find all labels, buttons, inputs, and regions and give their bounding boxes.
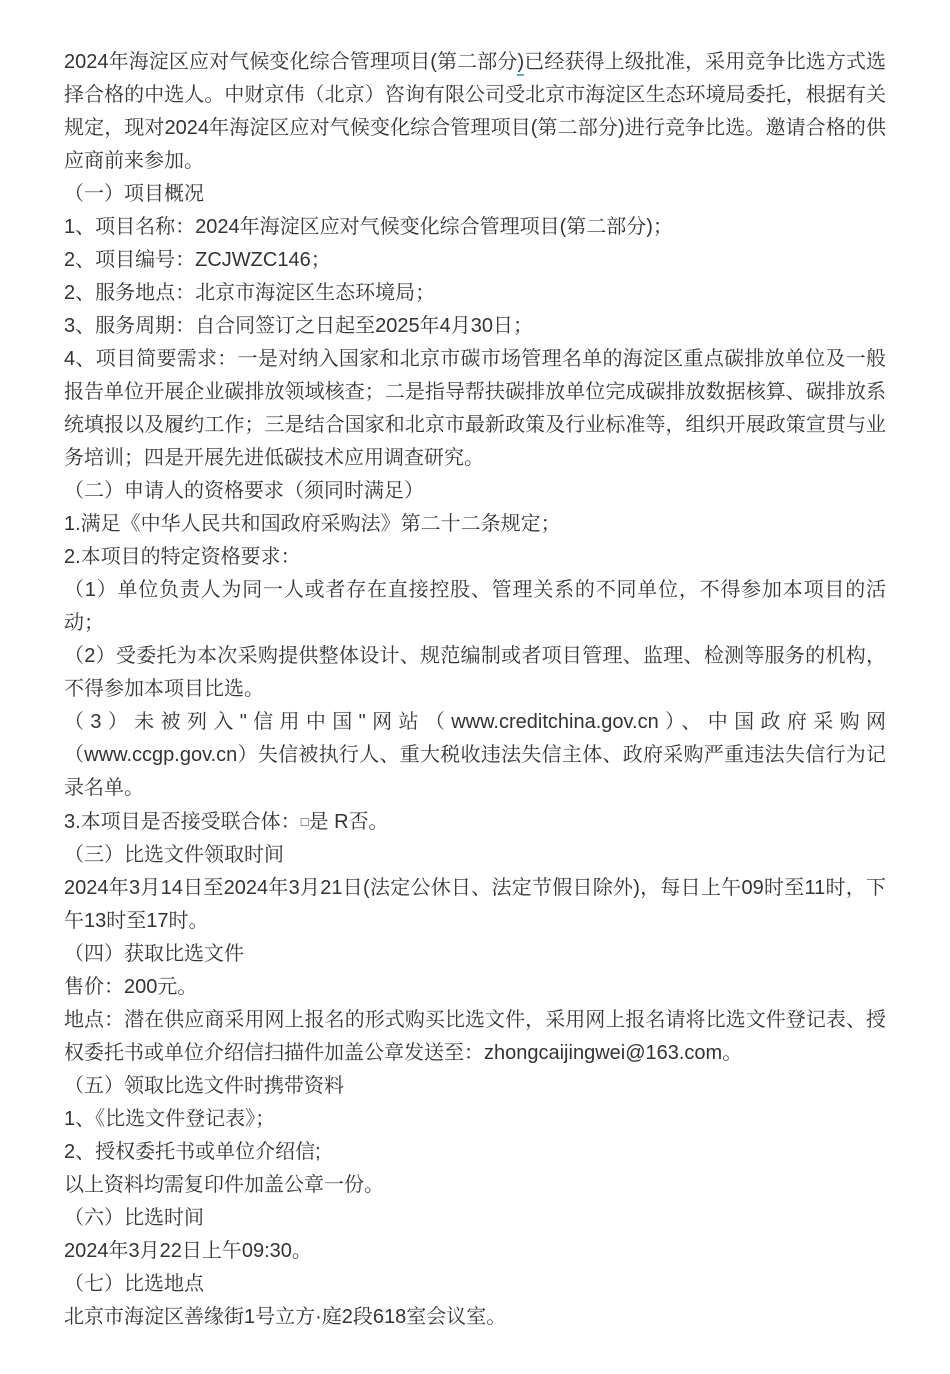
text-run: 2024年3月14日至2024年3月21日(法定公休日、法定节假日除外)，每日上午09时至11时，下午13时至17时。: [64, 877, 886, 932]
text-run: （1）单位负责人为同一人或者存在直接控股、管理关系的不同单位，不得参加本项目的活动；: [64, 579, 886, 634]
text-run: （二）申请人的资格要求（须同时满足）: [64, 480, 424, 502]
text-run: 1、《比选文件登记表》；: [64, 1108, 276, 1130]
consortium-item: [64, 805, 886, 839]
text-run: 2.本项目的特定资格要求：: [64, 546, 301, 568]
text-run: 3.本项目是否接受联合体：: [64, 811, 301, 833]
text-run: 4、项目简要需求：一是对纳入国家和北京市碳市场管理名单的海淀区重点碳排放单位及一般报告单位开展企业碳排放领域核查；二是指导帮扶碳排放单位完成碳排放数据核算、碳排放系统填报以及履约工作；三是结合国家和北京市最新政策及行业标准等，组织开展政策宣贯与业务培训；四是开展先进低碳技术应用调查研究。: [64, 348, 886, 469]
qualification-sub-3: [64, 706, 886, 805]
qualification-item-1: [64, 508, 886, 541]
text-run: 2024年海淀区应对气候变化综合管理项目(第二部分: [64, 51, 518, 73]
text-run: 2024年3月22日上午09:30。: [64, 1240, 312, 1262]
text-run: （一）项目概况: [64, 183, 204, 205]
qualification-item-2: [64, 541, 886, 574]
text-run: 北京市海淀区善缘街1号立方·庭2段618室会议室。: [64, 1306, 507, 1328]
section-4-heading: [64, 938, 886, 971]
text-run: （七）比选地点: [64, 1273, 204, 1295]
text-run: （三）比选文件领取时间: [64, 844, 284, 866]
comparison-location: [64, 1301, 886, 1334]
text-run: 2、授权委托书或单位介绍信;: [64, 1141, 321, 1163]
text-run: 1.满足《中华人民共和国政府采购法》第二十二条规定；: [64, 513, 561, 535]
comparison-time: [64, 1235, 886, 1268]
text-run: 地点：潜在供应商采用网上报名的形式购买比选文件，采用网上报名请将比选文件登记表、授权委托书或单位介绍信扫描件加盖公章发送至：zhongcaijingwei@163.com。: [64, 1009, 886, 1064]
service-location-item: [64, 277, 886, 310]
text-run: （3）未被列入"信用中国"网站（www.creditchina.gov.cn）、中国政府采购网（www.ccgp.gov.cn）失信被执行人、重大税收违法失信主体、政府采购严重违法失信行为记录名单。: [64, 711, 886, 799]
text-run: 是 R否。: [308, 811, 389, 833]
price-line: [64, 971, 886, 1004]
section-3-heading: [64, 839, 886, 872]
material-note: [64, 1169, 886, 1202]
section-7-heading: [64, 1268, 886, 1301]
project-number-item: [64, 244, 886, 277]
project-requirements-item: [64, 343, 886, 475]
proofing-underline-mark: ): [517, 51, 524, 76]
text-run: 2、项目编号：ZCJWZC146；: [64, 249, 331, 271]
section-5-heading: [64, 1070, 886, 1103]
section-1-heading: [64, 178, 886, 211]
intro-paragraph: [64, 46, 886, 178]
checkbox-icon: □: [300, 814, 309, 829]
qualification-sub-1: [64, 574, 886, 640]
text-run: （2）受委托为本次采购提供整体设计、规范编制或者项目管理、监理、检测等服务的机构，不得参加本项目比选。: [64, 645, 886, 700]
text-run: （五）领取比选文件时携带资料: [64, 1075, 344, 1097]
qualification-sub-2: [64, 640, 886, 706]
section-6-heading: [64, 1202, 886, 1235]
section-2-heading: [64, 475, 886, 508]
text-run: 2、服务地点：北京市海淀区生态环境局；: [64, 282, 436, 304]
location-line: [64, 1004, 886, 1070]
service-period-item: [64, 310, 886, 343]
material-item-2: [64, 1136, 886, 1169]
text-run: 已经获得上级批准，采用竞争比选方式选择合格的中选人。中财京伟（北京）咨询有限公司受北京市海淀区生态环境局委托，根据有关规定，现对2024年海淀区应对气候变化综合管理项目(第二部分)进行竞争比选。邀请合格的供应商前来参加。: [64, 51, 887, 172]
text-run: （六）比选时间: [64, 1207, 204, 1229]
text-run: 以上资料均需复印件加盖公章一份。: [64, 1174, 384, 1196]
text-run: （四）获取比选文件: [64, 943, 244, 965]
project-name-item: [64, 211, 886, 244]
material-item-1: [64, 1103, 886, 1136]
text-run: 1、项目名称：2024年海淀区应对气候变化综合管理项目(第二部分)；: [64, 216, 673, 238]
text-run: 售价：200元。: [64, 976, 198, 998]
document-collection-time: [64, 872, 886, 938]
document-body: [64, 46, 886, 1334]
text-run: 3、服务周期：自合同签订之日起至2025年4月30日；: [64, 315, 533, 337]
